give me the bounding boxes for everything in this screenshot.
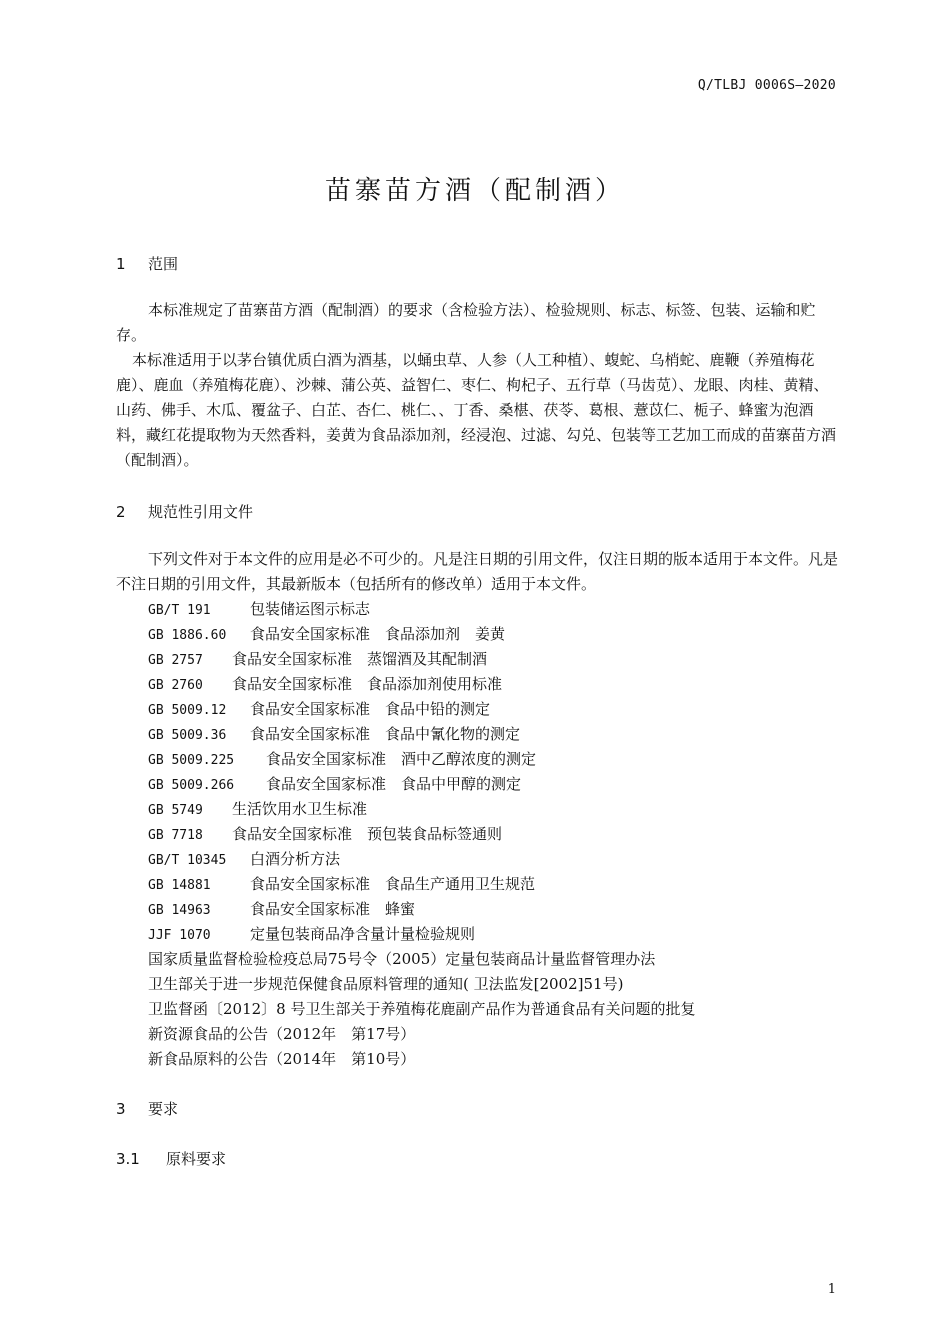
reference-item — [148, 772, 848, 797]
reference-title: 食品安全国家标准 食品中铅的测定 — [250, 700, 491, 718]
reference-item — [148, 947, 848, 972]
section-title: 原料要求 — [166, 1150, 227, 1168]
section-number: 3.1 — [116, 1150, 140, 1168]
scope-paragraph-1: 本标准规定了苗寨苗方酒（配制酒）的要求（含检验方法）、检验规则、标志、标签、包装、运输和贮存。 — [116, 301, 816, 344]
reference-title: 食品安全国家标准 食品添加剂使用标准 — [232, 675, 503, 693]
reference-item — [148, 1047, 848, 1072]
reference-title: 食品安全国家标准 酒中乙醇浓度的测定 — [266, 750, 537, 768]
reference-code: GB/T 10345 — [148, 853, 227, 868]
section-2-intro — [116, 547, 838, 597]
references-intro-paragraph: 下列文件对于本文件的应用是必不可少的。凡是注日期的引用文件，仅注日期的版本适用于本文件。凡是不注日期的引用文件，其最新版本（包括所有的修改单）适用于本文件。 — [116, 550, 839, 593]
reference-title: 食品安全国家标准 食品中氰化物的测定 — [250, 725, 521, 743]
reference-item — [148, 872, 848, 897]
reference-title: 卫监督函〔2012〕8 号卫生部关于养殖梅花鹿副产品作为普通食品有关问题的批复 — [148, 1000, 696, 1018]
section-number: 2 — [116, 503, 126, 521]
section-2-heading — [116, 501, 253, 522]
document-title: 苗寨苗方酒（配制酒） — [324, 176, 625, 206]
reference-item — [148, 922, 848, 947]
reference-code: JJF 1070 — [148, 928, 211, 943]
reference-item — [148, 597, 848, 622]
reference-code: GB 7718 — [148, 828, 203, 843]
reference-title: 定量包装商品净含量计量检验规则 — [250, 925, 476, 943]
reference-title: 新资源食品的公告（2012年 第17号） — [148, 1025, 416, 1043]
reference-item — [148, 1022, 848, 1047]
reference-title: 包装储运图示标志 — [250, 600, 371, 618]
reference-item — [148, 622, 848, 647]
reference-title: 食品安全国家标准 食品中甲醇的测定 — [266, 775, 522, 793]
reference-code: GB 5009.12 — [148, 703, 227, 718]
section-number: 3 — [116, 1100, 126, 1118]
reference-code: GB 5009.225 — [148, 753, 235, 768]
reference-title: 卫生部关于进一步规范保健食品原料管理的通知( 卫法监发[2002]51号) — [148, 975, 624, 993]
section-3-heading — [116, 1098, 178, 1119]
standard-code: Q/TLBJ 0006S—2020 — [697, 78, 836, 93]
page-number: 1 — [827, 1282, 836, 1297]
reference-item — [148, 822, 848, 847]
reference-item — [148, 847, 848, 872]
reference-code: GB 1886.60 — [148, 628, 227, 643]
reference-item — [148, 722, 848, 747]
reference-item — [148, 747, 848, 772]
section-title: 要求 — [148, 1100, 179, 1118]
reference-code: GB 14963 — [148, 903, 211, 918]
section-3-1-heading — [116, 1148, 226, 1169]
reference-title: 食品安全国家标准 蒸馏酒及其配制酒 — [232, 650, 488, 668]
section-title: 规范性引用文件 — [148, 503, 254, 521]
reference-item — [148, 797, 848, 822]
reference-item — [148, 672, 848, 697]
reference-item — [148, 897, 848, 922]
reference-code: GB 2757 — [148, 653, 203, 668]
reference-code: GB/T 191 — [148, 603, 211, 618]
section-1-heading — [116, 253, 178, 274]
scope-paragraph-2: 本标准适用于以茅台镇优质白酒为酒基，以蛹虫草、人参（人工种植）、蝮蛇、乌梢蛇、鹿鞭（养殖梅花鹿）、鹿血（养殖梅花鹿）、沙棘、蒲公英、益智仁、枣仁、枸杞子、五行草（马齿苋）、龙眼、肉桂、黄精、山药、佛手、木瓜、覆盆子、白芷、杏仁、桃仁、、丁香、桑椹、茯苓、葛根、薏苡仁、栀子、蜂蜜为泡酒料，藏红花提取物为天然香料，姜黄为食品添加剂，经浸泡、过滤、勾兑、包装等工艺加工而成的苗寨苗方酒（配制酒）。 — [116, 351, 837, 469]
reference-title: 国家质量监督检验检疫总局75号令（2005）定量包装商品计量监督管理办法 — [148, 950, 656, 968]
section-title: 范围 — [148, 255, 179, 273]
reference-title: 食品安全国家标准 食品添加剂 姜黄 — [250, 625, 506, 643]
reference-code: GB 5009.266 — [148, 778, 235, 793]
reference-title: 新食品原料的公告（2014年 第10号） — [148, 1050, 416, 1068]
reference-title: 生活饮用水卫生标准 — [232, 800, 368, 818]
reference-title: 食品安全国家标准 蜂蜜 — [250, 900, 416, 918]
reference-list — [148, 597, 848, 1072]
reference-item — [148, 697, 848, 722]
reference-code: GB 14881 — [148, 878, 211, 893]
reference-title: 白酒分析方法 — [250, 850, 341, 868]
reference-item — [148, 972, 848, 997]
reference-code: GB 5749 — [148, 803, 203, 818]
reference-item — [148, 647, 848, 672]
reference-code: GB 2760 — [148, 678, 203, 693]
reference-item — [148, 997, 848, 1022]
reference-title: 食品安全国家标准 食品生产通用卫生规范 — [250, 875, 536, 893]
section-1-body — [116, 298, 838, 473]
reference-title: 食品安全国家标准 预包装食品标签通则 — [232, 825, 503, 843]
section-number: 1 — [116, 255, 126, 273]
reference-code: GB 5009.36 — [148, 728, 227, 743]
